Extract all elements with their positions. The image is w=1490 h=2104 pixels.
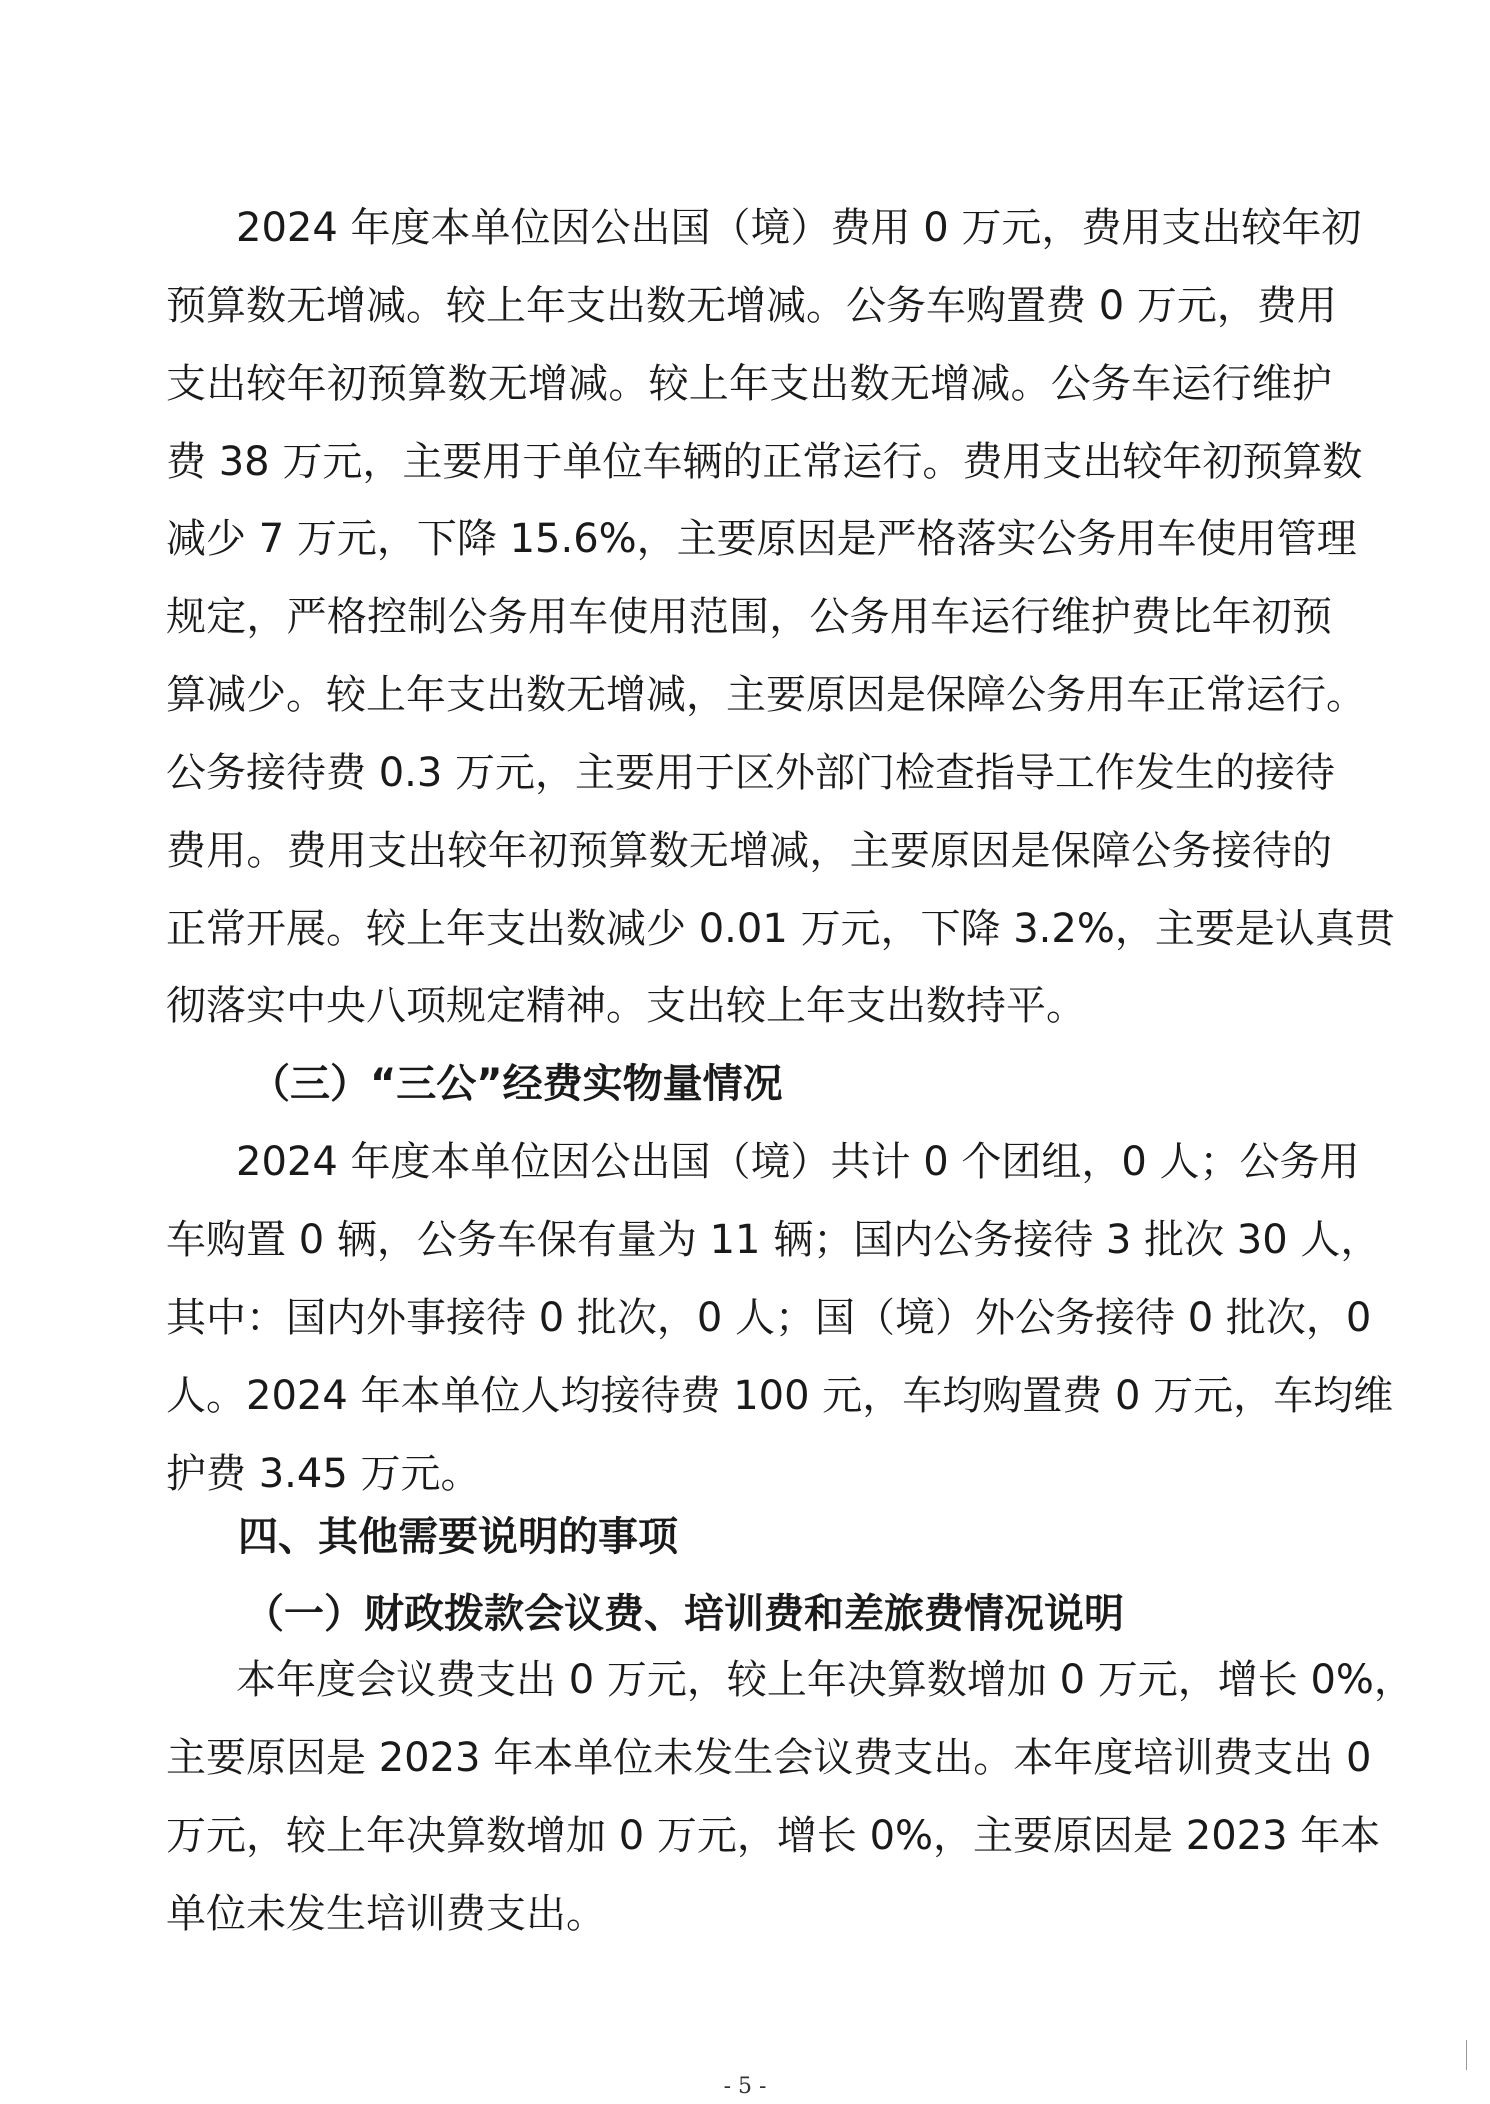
text-line: 预算数无增减。较上年支出数无增减。公务车购置费 0 万元，费用 xyxy=(166,283,1337,329)
text-line: 单位未发生培训费支出。 xyxy=(166,1891,606,1937)
text-line: 2024 年度本单位因公出国（境）共计 0 个团组，0 人；公务用 xyxy=(236,1139,1360,1185)
text-line: 主要原因是 2023 年本单位未发生会议费支出。本年度培训费支出 0 xyxy=(166,1735,1372,1781)
text-line: 算减少。较上年支出数无增减，主要原因是保障公务用车正常运行。 xyxy=(166,672,1366,718)
text-line: 2024 年度本单位因公出国（境）费用 0 万元，费用支出较年初 xyxy=(236,205,1362,251)
text-line: 本年度会议费支出 0 万元，较上年决算数增加 0 万元，增长 0%， xyxy=(236,1657,1414,1703)
text-line: 费用。费用支出较年初预算数无增减，主要原因是保障公务接待的 xyxy=(166,828,1332,874)
text-line: 减少 7 万元，下降 15.6%，主要原因是严格落实公务用车使用管理 xyxy=(166,516,1357,562)
text-line: 规定，严格控制公务用车使用范围，公务用车运行维护费比年初预 xyxy=(166,594,1332,640)
text-line: 人。2024 年本单位人均接待费 100 元，车均购置费 0 万元，车均维 xyxy=(166,1373,1394,1419)
text-line: 其中：国内外事接待 0 批次，0 人；国（境）外公务接待 0 批次，0 xyxy=(166,1295,1372,1341)
text-line: 彻落实中央八项规定精神。支出较上年支出数持平。 xyxy=(166,983,1086,1029)
text-line: 车购置 0 辆，公务车保有量为 11 辆；国内公务接待 3 批次 30 人， xyxy=(166,1217,1381,1263)
text-line: 公务接待费 0.3 万元，主要用于区外部门检查指导工作发生的接待 xyxy=(166,750,1336,796)
text-line: 费 38 万元，主要用于单位车辆的正常运行。费用支出较年初预算数 xyxy=(166,439,1363,485)
text-line: 万元，较上年决算数增加 0 万元，增长 0%，主要原因是 2023 年本 xyxy=(166,1813,1381,1859)
page-number: - 5 - xyxy=(723,2074,767,2099)
text-line: 护费 3.45 万元。 xyxy=(166,1451,481,1497)
subsection-heading-4-1: （一）财政拨款会议费、培训费和差旅费情况说明 xyxy=(244,1591,1124,1637)
section-heading-4: 四、其他需要说明的事项 xyxy=(238,1514,678,1560)
text-line: 支出较年初预算数无增减。较上年支出数无增减。公务车运行维护 xyxy=(166,361,1332,407)
text-line: 正常开展。较上年支出数减少 0.01 万元，下降 3.2%，主要是认真贯 xyxy=(166,906,1395,952)
scan-edge-mark xyxy=(1466,2040,1467,2070)
section-heading-3: （三）“三公”经费实物量情况 xyxy=(250,1061,783,1107)
